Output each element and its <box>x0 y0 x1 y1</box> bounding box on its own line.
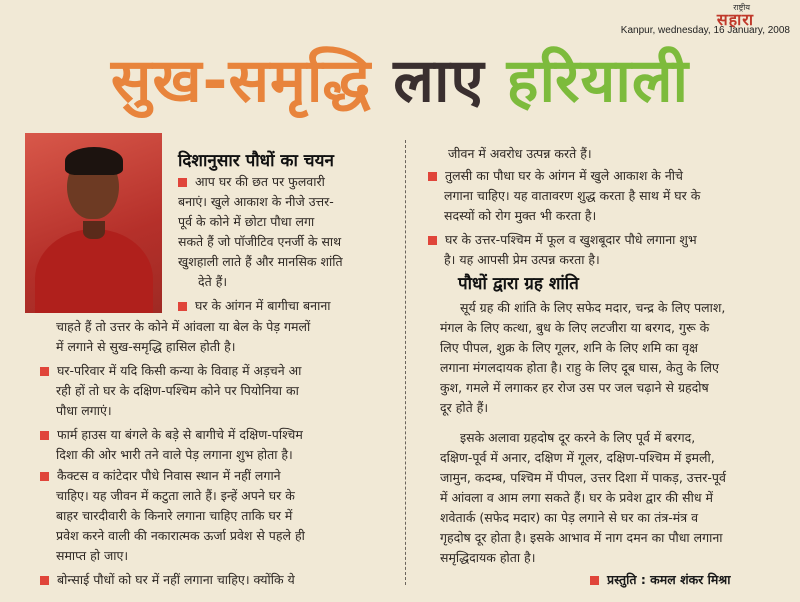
left-paragraph-2: चाहते हैं तो उत्तर के कोने में आंवला या बेल के पेड़ गमलों में लगाने से सुख-समृद्धि हासिल होती है। <box>56 319 311 354</box>
author-credit: प्रस्तुति : कमल शंकर मिश्रा <box>590 571 730 588</box>
author-photo <box>25 133 162 313</box>
bullet-icon <box>178 302 187 311</box>
right-paragraph-3: घर के उत्तर-पश्चिम में फूल व खुशबूदार पौधे लगाना शुभ है। यह आपसी प्रेम उत्पन्न करता है। <box>428 230 798 270</box>
left-paragraph-2-start: घर के आंगन में बागीचा बनाना <box>178 296 403 316</box>
bullet-icon <box>40 472 49 481</box>
headline-part-3: हरियाली <box>506 46 690 116</box>
dateline: Kanpur, wednesday, 16 January, 2008 <box>620 25 790 36</box>
right-paragraph-2: तुलसी का पौधा घर के आंगन में खुले आकाश के नीचे लगाना चाहिए। यह वातावरण शुद्ध करता है साथ में घर के सदस्यों को रोग मुक्त भी करता है। <box>428 166 798 226</box>
left-paragraph-3: घर-परिवार में यदि किसी कन्या के विवाह में अड़चने आ रही हों तो घर के दक्षिण-पश्चिम कोने पर पियोनिया का पौधा लगाएं। <box>40 361 405 421</box>
headline <box>0 42 800 120</box>
bullet-icon <box>178 178 187 187</box>
left-section-title: दिशानुसार पौधों का चयन <box>178 151 334 171</box>
bullet-icon <box>590 576 599 585</box>
bullet-icon <box>40 367 49 376</box>
column-divider <box>405 140 406 585</box>
headline-part-1: सुख-समृद्धि <box>110 46 372 116</box>
left-paragraph-1: आप घर की छत पर फुलवारी बनाएं। खुले आकाश के नीजे उत्तर- पूर्व के कोने में छोटा पौधा लगा सकते हैं जो पॉजीटिव एनर्जी के साथ खुशहाली लाते हैं और मानसिक शांति देते हैं। <box>178 174 343 289</box>
right-section-title: पौधों द्वारा ग्रह शांति <box>458 274 579 294</box>
newspaper-logo: सहारा <box>716 10 754 29</box>
left-paragraph-4: फार्म हाउस या बंगले के बड़े से बागीचे में दक्षिण-पश्चिम दिशा की ओर भारी तने वाले पेड़ लगाना शुभ होता है। <box>40 425 405 465</box>
bullet-icon <box>40 431 49 440</box>
bullet-icon <box>428 236 437 245</box>
bullet-icon <box>40 576 49 585</box>
headline-part-2: लाए <box>393 46 485 116</box>
masthead-tagline: राष्ट्रीय <box>733 3 750 12</box>
right-paragraph-4: सूर्य ग्रह की शांति के लिए सफेद मदार, चन्द्र के लिए पलाश, मंगल के लिए कत्था, बुध के लिए लटजीरा या बरगद, गुरू के लिए पीपल, शुक्र के लिए गूलर, शनि के लिए शमि का वृक्ष लगाना मंगलदायक होता है। राहु के लिए दूब घास, केतु के लिए कुश, गमले में लगाकर हर रोज उस पर जल चढ़ाने से ग्रहदोष दूर होते हैं। <box>440 300 726 415</box>
left-paragraph-6: बोन्साई पौधों को घर में नहीं लगाना चाहिए। क्योंकि ये <box>40 570 405 590</box>
left-paragraph-5: कैक्टस व कांटेदार पौधे निवास स्थान में नहीं लगाने चाहिए। यह जीवन में कटुता लाते हैं। इन्हें अपने घर के बाहर चारदीवारी के किनारे लगाना चाहिए ताकि घर में प्रवेश करने वाली की नकारात्मक ऊर्जा प्रवेश से पहले ही समाप्त हो जाए। <box>40 466 405 566</box>
right-paragraph-1: जीवन में अवरोध उत्पन्न करते हैं। <box>448 146 592 161</box>
bullet-icon <box>428 172 437 181</box>
right-paragraph-5: इसके अलावा ग्रहदोष दूर करने के लिए पूर्व में बरगद, दक्षिण-पूर्व में अनार, दक्षिण में गूलर, दक्षिण-पश्चिम में इमली, जामुन, कदम्ब, पश्चिम में पीपल, उत्तर दिशा में पाकड़, उत्तर-पूर्व में आंवला व आम लगा सकते हैं। घर के प्रवेश द्वार की सीध में शवेतार्क (सफेद मदार) का पेड़ लगाने से घर का तंत्र-मंत्र व गृहदोष दूर होता है। इसके आभाव में नाग दमन का पौधा लगाना समृद्धिदायक होता है। <box>440 430 726 565</box>
masthead <box>590 2 790 38</box>
